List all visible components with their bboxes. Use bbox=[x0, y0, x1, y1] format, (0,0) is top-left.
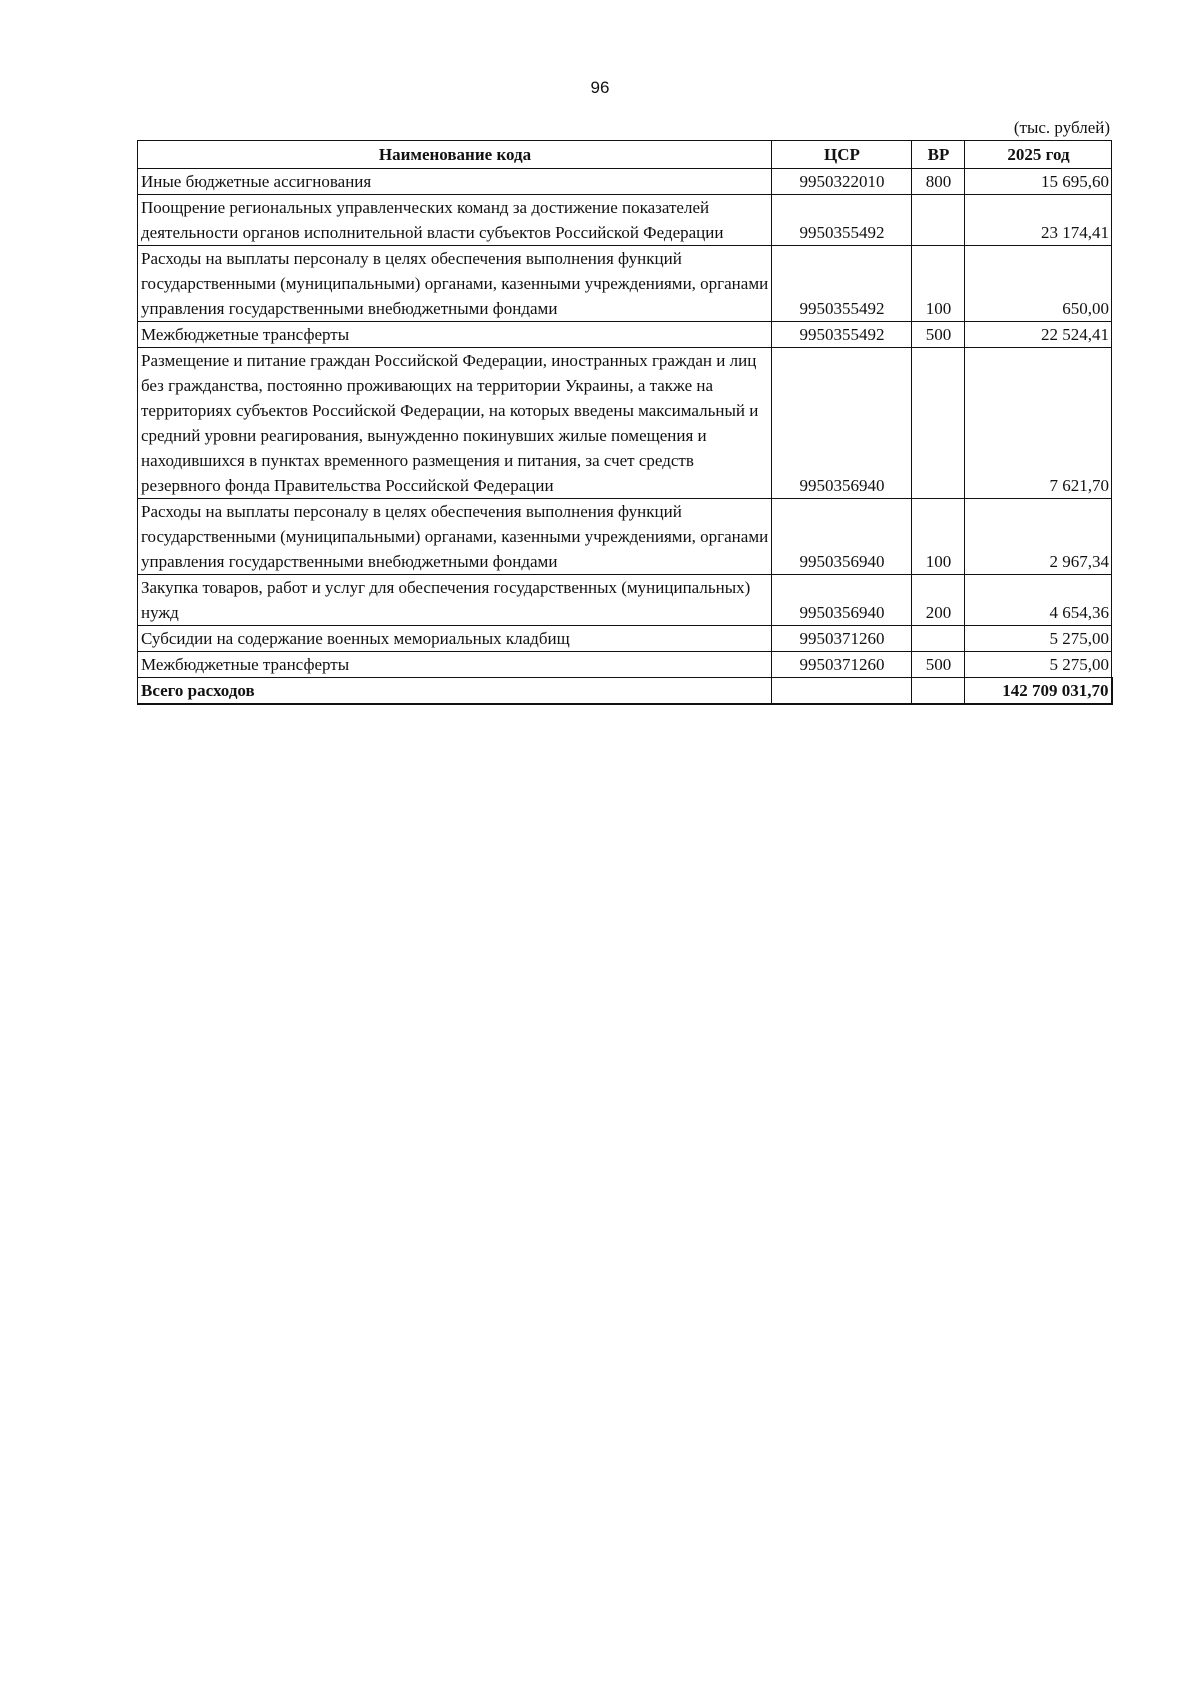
header-csr: ЦСР bbox=[772, 141, 912, 169]
table-row bbox=[138, 499, 1112, 575]
row-vr bbox=[912, 626, 965, 652]
row-sum: 2 967,34 bbox=[965, 499, 1112, 575]
row-sum: 22 524,41 bbox=[965, 322, 1112, 348]
header-vr: ВР bbox=[912, 141, 965, 169]
row-name: Поощрение региональных управленческих команд за достижение показателей деятельности органов исполнительной власти субъектов Российской Федерации bbox=[138, 195, 772, 246]
row-csr: 9950371260 bbox=[772, 652, 912, 678]
row-name: Расходы на выплаты персоналу в целях обеспечения выполнения функций государственными (муниципальными) органами, казенными учреждениями, органами управления государственными внебюджетными фондами bbox=[138, 499, 772, 575]
row-vr: 100 bbox=[912, 499, 965, 575]
total-name: Всего расходов bbox=[138, 678, 772, 705]
row-vr: 500 bbox=[912, 322, 965, 348]
row-name: Закупка товаров, работ и услуг для обеспечения государственных (муниципальных) нужд bbox=[138, 575, 772, 626]
budget-table bbox=[137, 140, 1113, 705]
row-sum: 15 695,60 bbox=[965, 169, 1112, 195]
row-vr: 500 bbox=[912, 652, 965, 678]
row-vr bbox=[912, 348, 965, 499]
row-sum: 5 275,00 bbox=[965, 652, 1112, 678]
table-row bbox=[138, 169, 1112, 195]
total-sum: 142 709 031,70 bbox=[965, 678, 1112, 705]
row-name: Субсидии на содержание военных мемориальных кладбищ bbox=[138, 626, 772, 652]
row-name: Межбюджетные трансферты bbox=[138, 652, 772, 678]
row-name: Межбюджетные трансферты bbox=[138, 322, 772, 348]
total-row bbox=[138, 678, 1112, 705]
row-sum: 7 621,70 bbox=[965, 348, 1112, 499]
units-note: (тыс. рублей) bbox=[1013, 118, 1110, 137]
row-csr: 9950322010 bbox=[772, 169, 912, 195]
row-vr bbox=[912, 195, 965, 246]
table-row bbox=[138, 348, 1112, 499]
table-row bbox=[138, 626, 1112, 652]
table-row bbox=[138, 246, 1112, 322]
row-csr: 9950356940 bbox=[772, 348, 912, 499]
row-vr: 100 bbox=[912, 246, 965, 322]
table-row bbox=[138, 652, 1112, 678]
row-vr: 200 bbox=[912, 575, 965, 626]
row-csr: 9950355492 bbox=[772, 322, 912, 348]
page-number: 96 bbox=[590, 78, 610, 97]
row-csr: 9950355492 bbox=[772, 246, 912, 322]
row-csr: 9950371260 bbox=[772, 626, 912, 652]
table-row bbox=[138, 322, 1112, 348]
table-header-row bbox=[138, 141, 1112, 169]
row-csr: 9950356940 bbox=[772, 499, 912, 575]
header-sum: 2025 год bbox=[965, 141, 1112, 169]
row-csr: 9950355492 bbox=[772, 195, 912, 246]
total-csr bbox=[772, 678, 912, 705]
row-sum: 650,00 bbox=[965, 246, 1112, 322]
row-csr: 9950356940 bbox=[772, 575, 912, 626]
row-sum: 4 654,36 bbox=[965, 575, 1112, 626]
row-name: Иные бюджетные ассигнования bbox=[138, 169, 772, 195]
header-name: Наименование кода bbox=[138, 141, 772, 169]
row-sum: 23 174,41 bbox=[965, 195, 1112, 246]
row-sum: 5 275,00 bbox=[965, 626, 1112, 652]
table-row bbox=[138, 575, 1112, 626]
row-vr: 800 bbox=[912, 169, 965, 195]
total-vr bbox=[912, 678, 965, 705]
table-row bbox=[138, 195, 1112, 246]
row-name: Расходы на выплаты персоналу в целях обеспечения выполнения функций государственными (муниципальными) органами, казенными учреждениями, органами управления государственными внебюджетными фондами bbox=[138, 246, 772, 322]
row-name: Размещение и питание граждан Российской Федерации, иностранных граждан и лиц без гражданства, постоянно проживающих на территории Украины, а также на территориях субъектов Российской Федерации, на которых введены максимальный и средний уровни реагирования, вынужденно покинувших жилые помещения и находившихся в пунктах временного размещения и питания, за счет средств резервного фонда Правительства Российской Федерации bbox=[138, 348, 772, 499]
